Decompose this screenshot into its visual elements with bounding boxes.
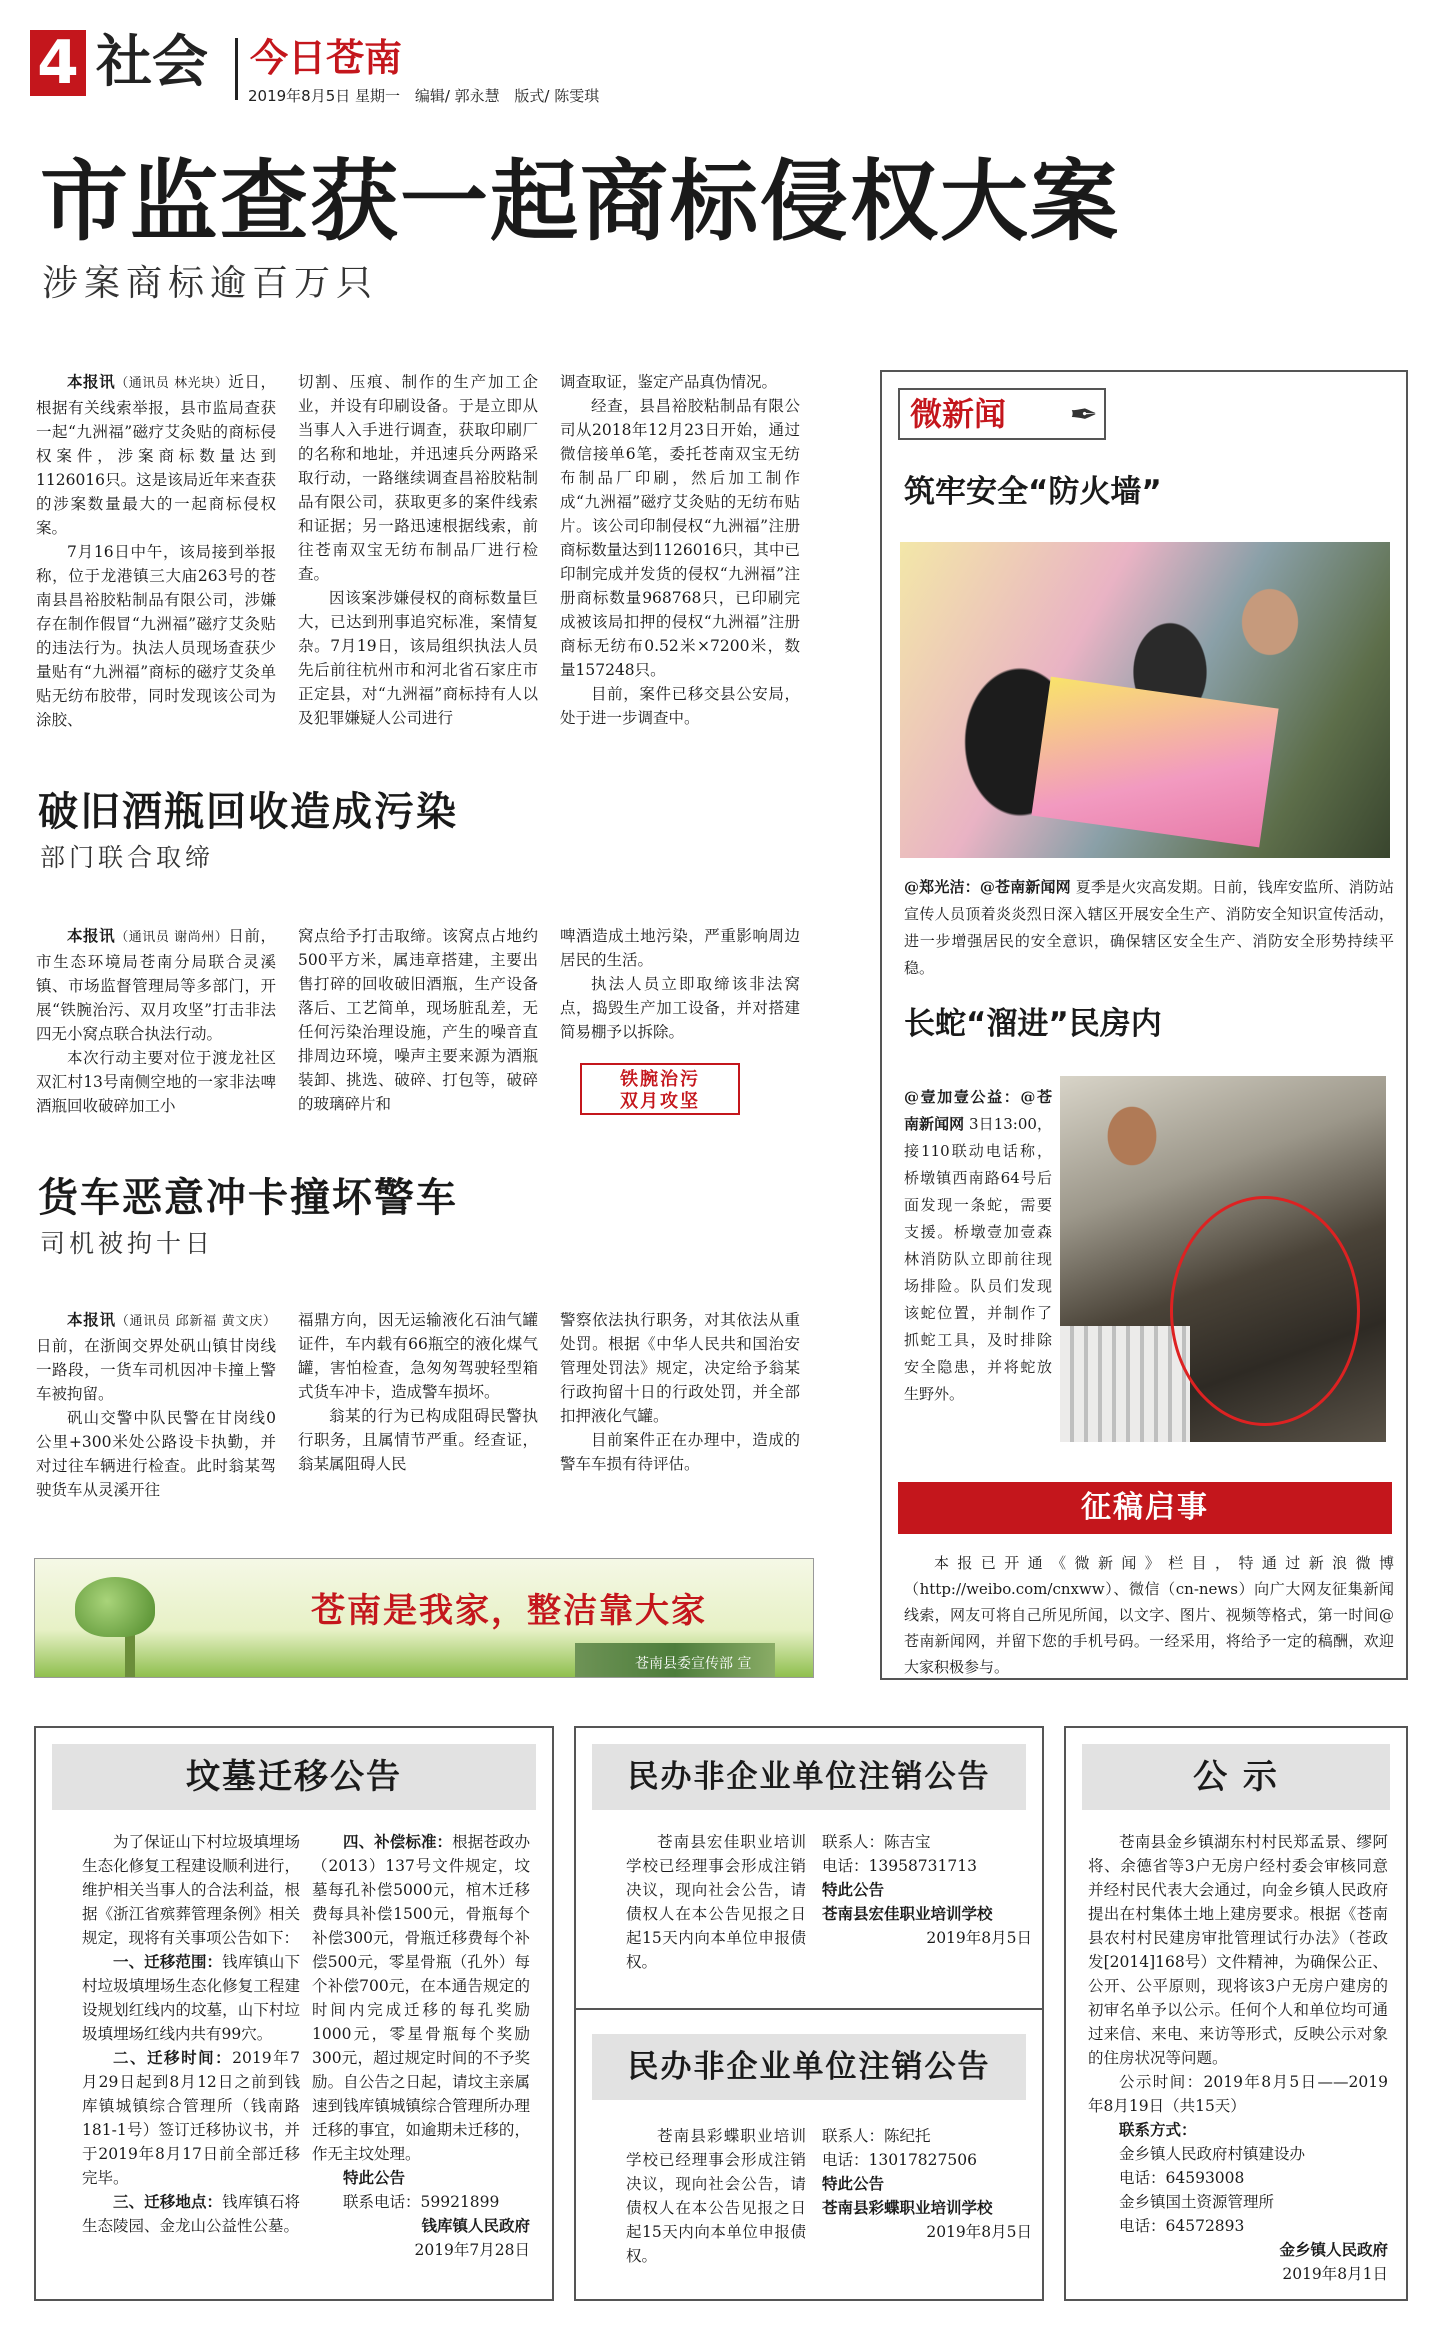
snake-rescue-photo [1060,1076,1386,1442]
highlight-circle [1170,1196,1360,1426]
notice1-label: 二、迁移时间： [113,2048,233,2067]
notice2-announce: 特此公告 [822,1880,885,1899]
masthead-brand: 今日苍南 [250,36,403,80]
notice-deregistration-group [574,1726,1044,2301]
notice2-contact-block [822,1830,1032,1950]
notice1-title: 坟墓迁移公告 [52,1744,536,1810]
notice3-issuer: 苍南县彩蝶职业培训学校 [822,2198,993,2217]
notice4-contact-label: 联系方式： [1119,2120,1197,2139]
article2-paragraph: 执法人员立即取缔该非法窝点，捣毁生产加工设备，并对搭建简易棚予以拆除。 [560,975,800,1041]
article1-text: 近日，根据有关线索举报，县市监局查获一起“九洲福”磁疗艾灸贴的商标侵权案件，涉案商标数量达到1126016只。这是该局近年来查获的涉案数量最大的一起商标侵权案。 [36,373,276,537]
stamp-line: 双月攻坚 [620,1091,700,1112]
notice1-text: 钱库镇山下村垃圾填埋场生态化修复工程建设规划红线内的坟墓，山下村垃圾填埋场红线内共有99穴。 [82,1953,300,2043]
article2-paragraph: 本次行动主要对位于渡龙社区双汇村13号南侧空地的一家非法啤酒瓶回收破碎加工小 [36,1049,276,1115]
article3-subheadline: 司机被拘十日 [40,1229,215,1258]
notice1-text: 钱库镇石将生态陵园、金龙山公益性公墓。 [82,2193,300,2235]
article3-col2 [298,1308,538,1502]
story1-source: @郑光洁：@苍南新闻网 [904,878,1071,896]
notice2-title: 民办非企业单位注销公告 [592,1744,1026,1810]
notice3-phone: 电话：13017827506 [822,2151,977,2169]
notice-public-announcement [1064,1726,1408,2301]
article3-paragraph: 翁某的行为已构成阻碍民警执行职务，且属情节严重。经查证，翁某属阻碍人民 [298,1407,538,1473]
article2-subheadline: 部门联合取缔 [40,843,215,872]
notice2-issuer: 苍南县宏佳职业培训学校 [822,1904,993,1923]
article1-paragraph: 切割、压痕、制作的生产加工企业，并设有印刷设备。于是立即从当事人入手进行调查，获取印刷厂的名称和地址，并迅速兵分两路采取行动，一路继续调查昌裕胶粘制品有限公司，获取更多的案件线索和证据；另一路迅速根据线索，前往苍南双宝无纺布制品厂进行检查。 [298,373,538,583]
notice3-announce: 特此公告 [822,2174,885,2193]
article1-paragraph: 经查，县昌裕胶粘制品有限公司从2018年12月23日开始，通过微信接单6笔，委托苍南双宝无纺布制品厂印刷，然后加工制作成“九洲福”磁疗艾灸贴的无纺布贴片。该公司印制侵权“九洲福”注册商标数量达到1126016只，其中已印制完成并发货的侵权“九洲福”注册商标数量968768只，已印刷完成被该局扣押的侵权“九洲福”注册商标无纺布0.52米×7200米，数量157248只。 [560,397,800,679]
story1-caption [904,874,1394,982]
notice3-contact-block [822,2124,1032,2244]
notice1-paragraph: 为了保证山下村垃圾填埋场生态化修复工程建设顺利进行，维护相关当事人的合法利益，根据《浙江省殡葬管理条例》相关规定，现将有关事项公告如下： [82,1833,300,1947]
notice1-issuer: 钱库镇人民政府 [421,2216,530,2235]
notice1-announce: 特此公告 [343,2168,406,2187]
article1-paragraph: 调查取证，鉴定产品真伪情况。 [560,373,778,391]
story1-title: 筑牢安全“防火墙” [904,474,1162,510]
article2-lead: 本报讯 [67,926,116,945]
article3-headline: 货车恶意冲卡撞坏警车 [38,1175,458,1221]
notice4-issuer: 金乡镇人民政府 [1279,2240,1388,2259]
masthead-divider [235,38,238,100]
story1-text: 夏季是火灾高发期。日前，钱库安监所、消防站宣传人员顶着炎炎烈日深入辖区开展安全生产、消防安全知识宣传活动，进一步增强居民的安全意识，确保辖区安全生产、消防安全形势持续平稳。 [904,878,1394,977]
article1-byline: （通讯员 林光块） [115,376,229,391]
masthead [30,24,1410,114]
article2-text: 日前，市生态环境局苍南分局联合灵溪镇、市场监督管理局等多部门，开展“铁腕治污、双月攻坚”打击非法四无小窝点联合执法行动。 [36,927,276,1043]
notice-divider [576,2008,1042,2010]
article3-byline: （通讯员 邱新福 黄文庆） [115,1314,276,1329]
notice4-contact2: 金乡镇国土资源管理所 [1119,2193,1275,2211]
article2-col2 [298,924,538,1118]
notice3-text: 苍南县彩蝶职业培训学校已经理事会形成注销决议，现向社会公告，请债权人在本公告见报之日起15天内向本单位申报债权。 [626,2127,806,2265]
ad-credit: 苍南县委宣传部 宣 [635,1656,752,1672]
notice1-contact: 联系电话：59921899 [343,2193,500,2211]
article3-col1 [36,1308,276,1502]
article1-col2 [298,370,538,732]
notice4-contact2-phone: 电话：64572893 [1119,2217,1245,2235]
notice2-contact-person: 联系人：陈吉宝 [822,1833,931,1851]
article1-col3 [560,370,800,732]
poster-illustration [1031,677,1278,848]
notice2-body [626,1830,806,1974]
article2-paragraph: 啤酒造成土地污染，严重影响周边居民的生活。 [560,927,800,969]
article3-paragraph: 矾山交警中队民警在甘岗线0公里+300米处公路设卡执勤，并对过往车辆进行检查。此时翁某驾驶货车从灵溪开往 [36,1409,276,1499]
notice1-label: 四、补偿标准： [343,1832,453,1851]
article1-lead: 本报讯 [67,372,116,391]
notice3-body [626,2124,806,2268]
article3-paragraph: 福鼎方向，因无运输液化石油气罐证件，车内载有66瓶空的液化煤气罐，害怕检查，急匆匆驾驶轻型箱式货车冲卡，造成警车损坏。 [298,1311,538,1401]
notice4-date: 2019年8月1日 [1282,2265,1388,2283]
notice1-text: 根据苍政办（2013）137号文件规定，坟墓每孔补偿5000元，棺木迁移费每具补偿1500元，骨瓶每个补偿300元，骨瓶迁移费每个补偿500元，零星骨瓶（孔外）每个补偿700元，在本通告规定的时间内完成迁移的每孔奖励1000元，零星骨瓶每个奖励300元，超过规定时间的不予奖励。自公告之日起，请坟主亲属速到钱库镇城镇综合管理所办理迁移的事宜，如逾期未迁移的，作无主坟处理。 [312,1833,530,2163]
campaign-stamp [580,1063,740,1115]
notice1-label: 一、迁移范围： [113,1952,223,1971]
notice2-phone: 电话：13958731713 [822,1857,977,1875]
notice2-text: 苍南县宏佳职业培训学校已经理事会形成注销决议，现向社会公告，请债权人在本公告见报之日起15天内向本单位申报债权。 [626,1833,806,1971]
call-for-submissions-banner: 征稿启事 [898,1482,1392,1534]
article3-paragraph: 目前案件正在办理中，造成的警车车损有待评估。 [560,1431,800,1473]
article1-paragraph: 目前，案件已移交县公安局，处于进一步调查中。 [560,685,800,727]
issue-date: 2019年8月5日 星期一 [248,87,401,105]
article1-paragraph: 7月16日中午，该局接到举报称，位于龙港镇三大庙263号的苍南县昌裕胶粘制品有限公司，涉嫌存在制作假冒“九洲福”磁疗艾灸贴的违法行为。执法人员现场查获少量贴有“九洲福”商标的磁疗艾灸单贴无纺布胶带，同时发现该公司为涂胶、 [36,543,276,729]
designer-credit: 版式/ 陈雯琪 [514,87,600,105]
story2-caption [904,1084,1052,1408]
article1-col1 [36,370,276,732]
leaf-illustration [75,1577,155,1637]
notice4-body [1088,1830,1388,2286]
notice4-contact1: 金乡镇人民政府村镇建设办 [1119,2145,1306,2163]
section-name: 社会 [96,30,208,95]
story2-title: 长蛇“溜进”民房内 [904,1006,1162,1042]
masthead-info [248,86,609,106]
article2-paragraph: 窝点给予打击取缔。该窝点占地约500平方米，属违章搭建，主要出售打碎的回收破旧酒瓶，生产设备落后、工艺简单，现场脏乱差，无任何污染治理设施，产生的噪音直排周边环境，噪声主要来源为酒瓶装卸、挑选、破碎、打包等，破碎的玻璃碎片和 [298,927,538,1113]
notice1-col1 [82,1830,300,2238]
micro-news-sidebar [880,370,1408,1680]
notice3-contact-person: 联系人：陈纪托 [822,2127,931,2145]
article3-paragraph: 警察依法执行职务，对其依法从重处罚。根据《中华人民共和国治安管理处罚法》规定，决定给予翁某行政拘留十日的行政处罚，并全部扣押液化气罐。 [560,1311,800,1425]
pen-icon: ✒ [1069,395,1098,435]
article2-byline: （通讯员 谢尚州） [115,930,229,945]
article2-col1 [36,924,276,1118]
article2-headline: 破旧酒瓶回收造成污染 [38,789,458,835]
main-headline: 市监查获一起商标侵权大案 [40,150,1121,253]
micro-news-label: 微新闻 [910,395,1007,433]
micro-news-tag [898,388,1106,440]
article3-text: 日前，在浙闽交界处矾山镇甘岗线一路段，一货车司机因冲卡撞上警车被拘留。 [36,1337,276,1403]
article3-lead: 本报讯 [67,1310,116,1329]
safety-campaign-photo [900,542,1390,858]
notice3-title: 民办非企业单位注销公告 [592,2034,1026,2100]
main-subheadline: 涉案商标逾百万只 [42,263,379,304]
notice4-period: 公示时间：2019年8月5日——2019年8月19日（共15天） [1088,2073,1388,2115]
page-number: 4 [30,30,86,96]
ad-slogan: 苍南是我家，整洁靠大家 [311,1591,707,1631]
editor-credit: 编辑/ 郭永慧 [414,87,500,105]
article3-col3 [560,1308,800,1502]
story2-source: @壹加壹公益：@苍南新闻网 [904,1088,1052,1133]
notice4-contact1-phone: 电话：64593008 [1119,2169,1245,2187]
notice4-title: 公 示 [1082,1744,1390,1810]
notice1-date: 2019年7月28日 [414,2241,530,2259]
article1-paragraph: 因该案涉嫌侵权的商标数量巨大，已达到刑事追究标准，案情复杂。7月19日，该局组织执法人员先后前往杭州市和河北省石家庄市正定县，对“九洲福”商标持有人以及犯罪嫌疑人公司进行 [298,589,538,727]
notice4-paragraph: 苍南县金乡镇湖东村村民郑孟景、缪阿将、余德省等3户无房户经村委会审核同意并经村民代表大会通过，向金乡镇人民政府提出在村集体土地上建房要求。根据《苍南县农村村民建房审批管理试行办法》（苍政发[2014]168号）文件精神，为确保公正、公开、公平原则，现将该3户无房户建房的初审名单予以公示。任何个人和单位均可通过来信、来电、来访等形式，反映公示对象的住房状况等问题。 [1088,1833,1388,2067]
public-service-ad [34,1558,814,1678]
notice3-date: 2019年8月5日 [926,2223,1032,2241]
story2-text: 3日13:00，接110联动电话称，桥墩镇西南路64号后面发现一条蛇，需要支援。桥墩壹加壹森林消防队立即前往现场排险。队员们发现该蛇位置，并制作了抓蛇工具，及时排除安全隐患，并将蛇放生野外。 [904,1115,1052,1403]
notice2-date: 2019年8月5日 [926,1929,1032,1947]
call-for-submissions-text: 本报已开通《微新闻》栏目，特通过新浪微博（http://weibo.com/cnxww）、微信（cn-news）向广大网友征集新闻线索，网友可将自己所见所闻，以文字、图片、视频等格式，第一时间@苍南新闻网，并留下您的手机号码。一经采用，将给予一定的稿酬，欢迎大家积极参与。 [904,1554,1394,1676]
article1-body [36,370,800,732]
notice1-text: 2019年7月29日起到8月12日之前到钱库镇城镇综合管理所（钱南路181-1号）签订迁移协议书，并于2019年8月17日前全部迁移完毕。 [82,2049,300,2187]
notice1-col2 [312,1830,530,2262]
article3-body [36,1308,800,1502]
notice-grave-relocation [34,1726,554,2301]
notice1-label: 三、迁移地点： [113,2192,223,2211]
crate-illustration [1060,1326,1190,1442]
stamp-line: 铁腕治污 [620,1069,700,1090]
